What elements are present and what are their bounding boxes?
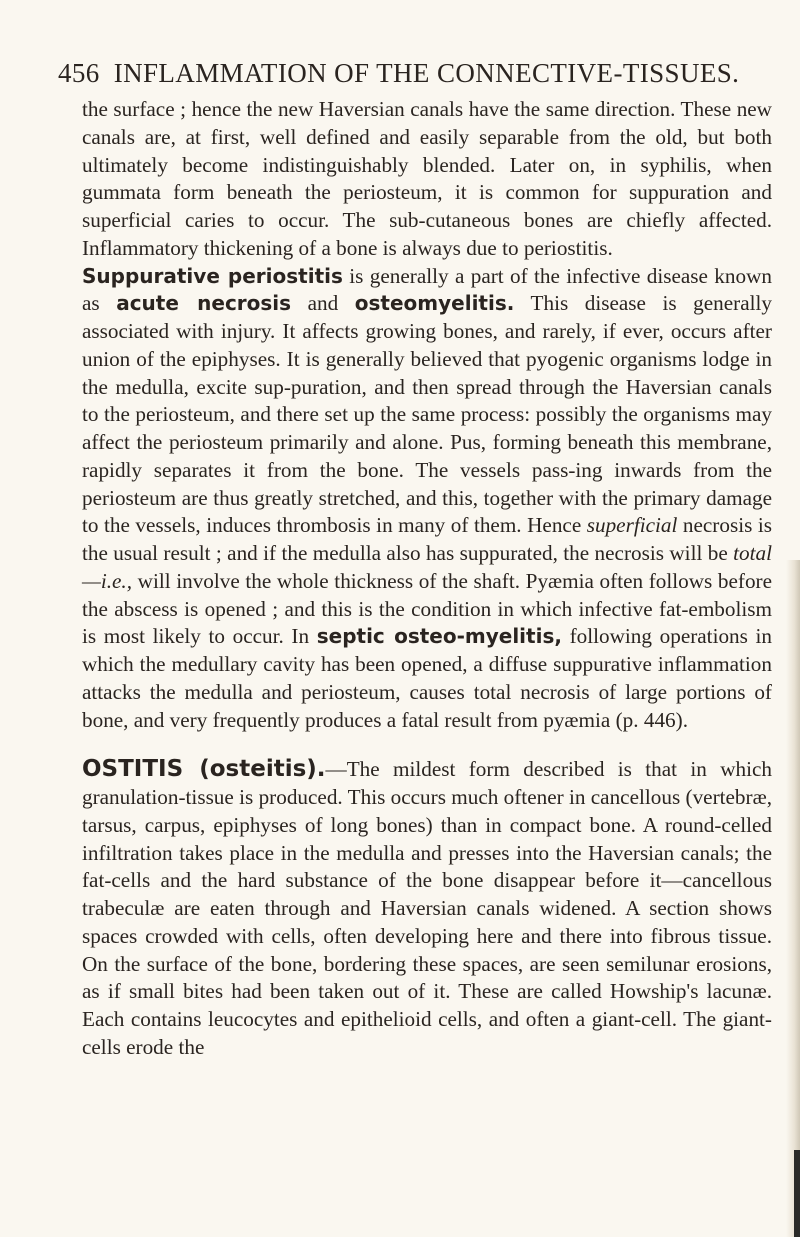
page-edge-dark xyxy=(794,1150,800,1237)
term-septic-osteomyelitis: septic osteo-myelitis, xyxy=(316,624,562,649)
text-run: following operations in which the medullary cavity has been opened, a diffuse suppurative inflammation attacks the medulla and periosteum, causes total necrosis of large portions of bone, and very frequently produces a fatal result from pyæmia (p. 446). xyxy=(82,624,773,732)
paragraph-3 xyxy=(82,756,772,1061)
emphasis-superficial: superficial xyxy=(586,513,678,538)
paragraph-2 xyxy=(82,263,772,735)
paragraph-1: the surface ; hence the new Haversian canals have the same direction. These new canals are, at first, well defined and easily separable from the old, but both ultimately become indistinguishably blended. Later on, in syphilis, when gummata form beneath the periosteum, it is common for suppuration and superficial caries to occur. The sub-cutaneous bones are chiefly affected. Inflammatory thickening of a bone is always due to periostitis. xyxy=(82,97,772,260)
text-run: will involve the whole thickness of the shaft. Pyæmia often follows before the abscess is opened ; and this is the condition in which infective fat-embolism is most likely to occur. In xyxy=(82,568,772,649)
text-run: —The mildest form described is that in which granulation-tissue is produced. This occurs much oftener in cancellous (vertebræ, tarsus, carpus, epiphyses of long bones) than in compact bone. A round-celled infiltration takes place in the medulla and presses into the Haversian canals; the fat-cells and the hard substance of the bone disappear before it—cancellous trabeculæ are eaten through and Haversian canals widened. A section shows spaces crowded with cells, often developing here and there into fibrous tissue. On the surface of the bone, bordering these spaces, are seen semilunar erosions, as if small bites had been taken out of it. These are called Howship's lacunæ. Each contains leucocytes and epithelioid cells, and often a giant-cell. The giant-cells erode the xyxy=(82,757,772,1059)
term-acute-necrosis: acute necrosis xyxy=(116,291,292,316)
page-edge-shadow xyxy=(786,560,800,1237)
term-osteomyelitis: osteomyelitis. xyxy=(354,291,515,316)
running-title: INFLAMMATION OF THE CONNECTIVE-TISSUES. xyxy=(113,58,740,88)
text-run: This disease is generally associated with injury. It affects growing bones, and rarely, if ever, occurs after union of the epiphyses. It is generally believed that pyogenic organisms lodge in the medulla, excite sup-puration, and then spread through the Haversian canals to the periosteum, and there set up the same process: possibly the organisms may affect the periosteum primarily and alone. Pus, forming beneath this membrane, rapidly separates it from the bone. The vessels pass-ing inwards from the periosteum are thus greatly stretched, and this, together with the primary damage to the vessels, induces thrombosis in many of them. Hence xyxy=(82,291,772,538)
body-text xyxy=(82,96,772,1062)
page-number: 456 xyxy=(58,58,100,88)
section-heading-ostitis: OSTITIS (osteitis). xyxy=(82,756,326,783)
term-suppurative-periostitis: Suppurative periostitis xyxy=(82,263,343,288)
text-run: and xyxy=(291,291,355,316)
text-run: is generally a part of the infective disease known as xyxy=(82,263,772,316)
text-run: necrosis is the usual result ; and if the medulla also has suppurated, the necrosis will be xyxy=(82,513,772,565)
emphasis-total: total—i.e., xyxy=(82,541,772,593)
running-header xyxy=(58,58,758,89)
